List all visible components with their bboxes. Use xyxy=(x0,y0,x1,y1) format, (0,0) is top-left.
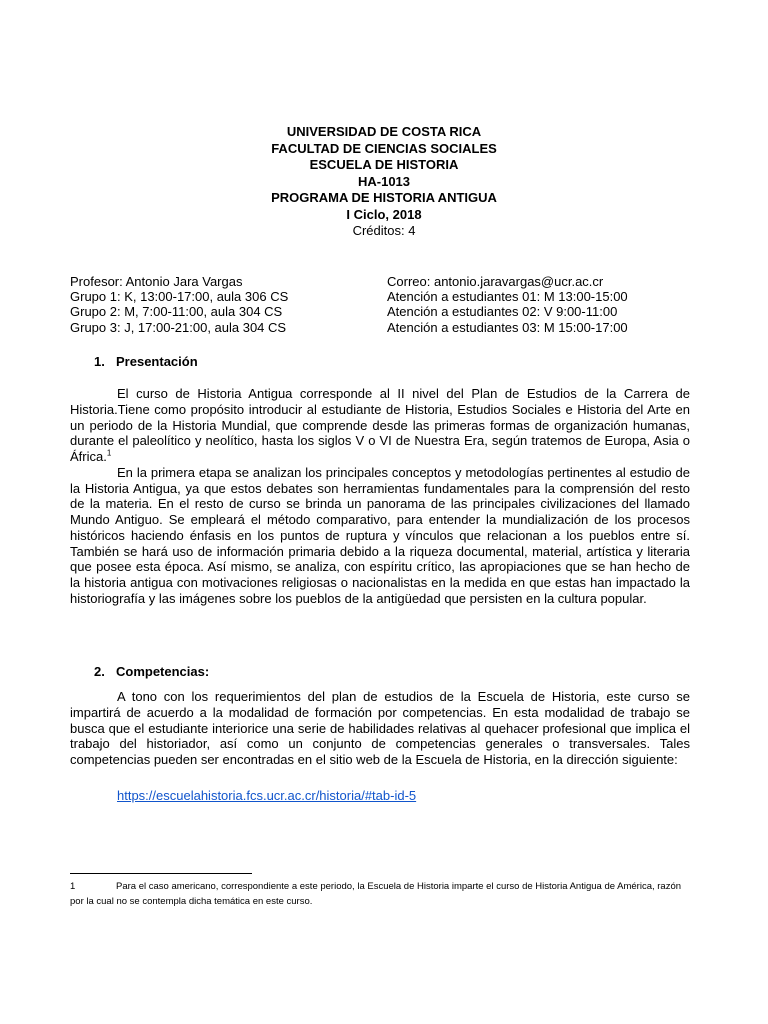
paragraph: En la primera etapa se analizan los principales conceptos y metodologías pertinentes al estudio de la Historia Antigua, ya que estos debates son herramientas fundamentales para la comprensión del resto de la materia. En el resto de curso se brinda un panorama de las principales civilizaciones del llamado Mundo Antiguo. Se empleará el método comparativo, para entender la mundialización de los procesos históricos haciendo énfasis en los puntos de ruptura y vínculos que relacionan a los pueblos entre sí. También se hará uso de información primaria debido a la riqueza documental, material, artística y literaria que posee esta época. Así mismo, se analiza, con espíritu crítico, las apropiaciones que se han hecho de la historia antigua con motivaciones religiosas o nacionalistas en la medida en que estas han impactado la historiografía y las imágenes sobre los pueblos de la antigüedad que persisten en la cultura popular. xyxy=(70,464,690,606)
paragraph xyxy=(70,386,690,465)
footnote-mark: 1 xyxy=(70,881,76,892)
section-2-body xyxy=(70,689,690,768)
attention-1: Atención a estudiantes 01: M 13:00-15:00 xyxy=(387,289,628,305)
university-name: UNIVERSIDAD DE COSTA RICA xyxy=(286,124,482,139)
link-line xyxy=(117,788,416,804)
document-header xyxy=(0,124,768,240)
group-3: Grupo 3: J, 17:00-21:00, aula 304 CS xyxy=(70,319,287,335)
info-row xyxy=(70,304,710,319)
info-row xyxy=(70,320,710,335)
footnote-ref: 1 xyxy=(106,448,112,458)
group-2: Grupo 2: M, 7:00-11:00, aula 304 CS xyxy=(70,304,283,320)
paragraph: A tono con los requerimientos del plan de estudios de la Escuela de Historia, este curso se impartirá de acuerdo a la modalidad de formación por competencias. En esta modalidad de trabajo se busca que el estudiante interiorice una serie de habilidades relativas al quehacer profesional que implica el trabajo del historiador, así como un conjunto de competencias generales o transversales. Tales competencias pueden ser encontradas en el sitio web de la Escuela de Historia, en la dirección siguiente: xyxy=(70,689,690,767)
competencies-link[interactable]: https://escuelahistoria.fcs.ucr.ac.cr/historia/#tab-id-5 xyxy=(117,788,417,803)
footnote-text: Para el caso americano, correspondiente a este periodo, la Escuela de Historia imparte el curso de Historia Antigua de América, razón por la cual no se contempla dicha temática en este curso. xyxy=(70,881,682,907)
section-title: Competencias: xyxy=(116,664,210,679)
paragraph-text: El curso de Historia Antigua corresponde al II nivel del Plan de Estudios de la Carrera de Historia.Tiene como propósito introducir al estudiante de Historia, Estudios Sociales e Historia del Arte en un periodo de la Historia Mundial, que comprende desde las primeras formas de organización humanas, durante el paleolítico y neolítico, hasta los siglos V o VI de Nuestra Era, según tratemos de Europa, Asia o África. xyxy=(70,386,690,464)
footnote-divider xyxy=(70,873,252,874)
section-1-heading xyxy=(94,354,198,370)
section-1-body xyxy=(70,386,690,607)
attention-3: Atención a estudiantes 03: M 15:00-17:00 xyxy=(387,319,628,335)
professor: Profesor: Antonio Jara Vargas xyxy=(70,274,243,289)
cycle: I Ciclo, 2018 xyxy=(346,206,422,222)
course-info xyxy=(70,274,710,335)
school-name: ESCUELA DE HISTORIA xyxy=(309,157,459,172)
attention-2: Atención a estudiantes 02: V 9:00-11:00 xyxy=(387,304,618,320)
course-code: HA-1013 xyxy=(357,173,411,189)
section-number: 1. xyxy=(94,354,105,369)
group-1: Grupo 1: K, 13:00-17:00, aula 306 CS xyxy=(70,289,289,305)
footnote xyxy=(70,879,688,909)
info-row xyxy=(70,274,710,289)
credits: Créditos: 4 xyxy=(352,223,416,238)
program-title: PROGRAMA DE HISTORIA ANTIGUA xyxy=(271,190,497,205)
faculty-name: FACULTAD DE CIENCIAS SOCIALES xyxy=(271,140,497,156)
section-title: Presentación xyxy=(116,354,198,369)
section-number: 2. xyxy=(94,664,105,679)
section-2-heading xyxy=(94,664,209,680)
email: Correo: antonio.jaravargas@ucr.ac.cr xyxy=(387,274,604,289)
info-row xyxy=(70,289,710,304)
